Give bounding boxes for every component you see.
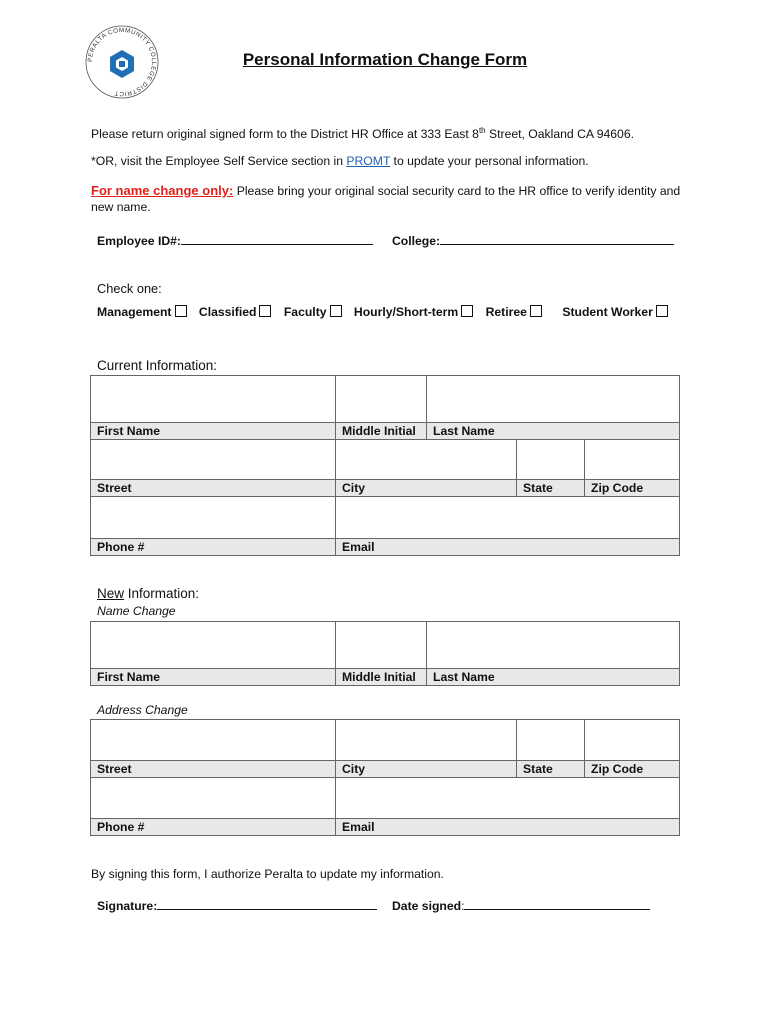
middle-initial-input[interactable] [335,376,426,422]
new-state-label: State [516,761,584,777]
option-hourly-short-term[interactable]: Hourly/Short-term [354,305,473,319]
signature-field[interactable]: Signature: [97,897,377,913]
employee-id-field[interactable]: Employee ID#: [97,232,373,248]
logo-ring-text: PERALTA COMMUNITY COLLEGE DISTRICT [86,26,158,98]
street-input[interactable] [91,440,335,479]
new-middle-initial-input[interactable] [335,622,426,668]
date-signed-field[interactable]: Date signed: [392,897,650,913]
first-name-input[interactable] [91,376,335,422]
new-email-input[interactable] [335,778,679,818]
employee-type-options [97,305,677,319]
last-name-label: Last Name [426,423,679,439]
zip-code-label: Zip Code [584,480,679,496]
return-instructions: Please return original signed form to the District HR Office at 333 East 8th Street, Oakland CA 94606. [91,126,634,142]
new-state-input[interactable] [516,720,584,760]
phone-input[interactable] [91,497,335,538]
email-input[interactable] [335,497,679,538]
new-street-input[interactable] [91,720,335,760]
phone-label: Phone # [97,540,145,554]
new-street-label: Street [97,762,132,776]
email-label: Email [335,539,679,555]
checkbox[interactable] [330,305,342,317]
city-label: City [335,480,516,496]
name-change-subheading: Name Change [97,604,176,618]
authorization-statement: By signing this form, I authorize Peralta to update my information. [91,867,444,881]
option-management[interactable]: Management [97,305,187,319]
option-student-worker[interactable]: Student Worker [562,305,668,319]
new-city-input[interactable] [335,720,516,760]
state-input[interactable] [516,440,584,479]
current-information-table [90,375,680,556]
last-name-input[interactable] [426,376,679,422]
new-zip-code-label: Zip Code [584,761,679,777]
current-information-heading: Current Information: [97,358,218,373]
first-name-label: First Name [97,424,160,438]
ess-instructions: *OR, visit the Employee Self Service section in PROMT to update your personal information. [91,154,589,168]
option-classified[interactable]: Classified [199,305,272,319]
option-faculty[interactable]: Faculty [284,305,342,319]
new-city-label: City [335,761,516,777]
new-first-name-label: First Name [97,670,160,684]
new-zip-code-input[interactable] [584,720,679,760]
checkbox[interactable] [259,305,271,317]
promt-link[interactable]: PROMT [346,154,391,168]
name-change-note: For name change only: Please bring your original social security card to the HR office to verify identity and new name. [91,183,681,214]
middle-initial-label: Middle Initial [335,423,426,439]
new-address-table [90,719,680,836]
checkbox[interactable] [530,305,542,317]
new-middle-initial-label: Middle Initial [335,669,426,685]
new-phone-input[interactable] [91,778,335,818]
street-label: Street [97,481,132,495]
checkbox[interactable] [175,305,187,317]
new-first-name-input[interactable] [91,622,335,668]
zip-code-input[interactable] [584,440,679,479]
address-change-subheading: Address Change [97,703,188,717]
new-last-name-input[interactable] [426,622,679,668]
name-change-label: For name change only: [91,183,234,198]
new-last-name-label: Last Name [426,669,679,685]
checkbox[interactable] [461,305,473,317]
new-email-label: Email [335,819,679,835]
new-phone-label: Phone # [97,820,145,834]
check-one-label: Check one: [97,281,162,296]
new-name-table [90,621,680,686]
college-field[interactable]: College: [392,232,674,248]
city-input[interactable] [335,440,516,479]
option-retiree[interactable]: Retiree [486,305,542,319]
state-label: State [516,480,584,496]
new-information-heading: New Information: [97,586,200,601]
page-title: Personal Information Change Form [242,50,528,69]
checkbox[interactable] [656,305,668,317]
